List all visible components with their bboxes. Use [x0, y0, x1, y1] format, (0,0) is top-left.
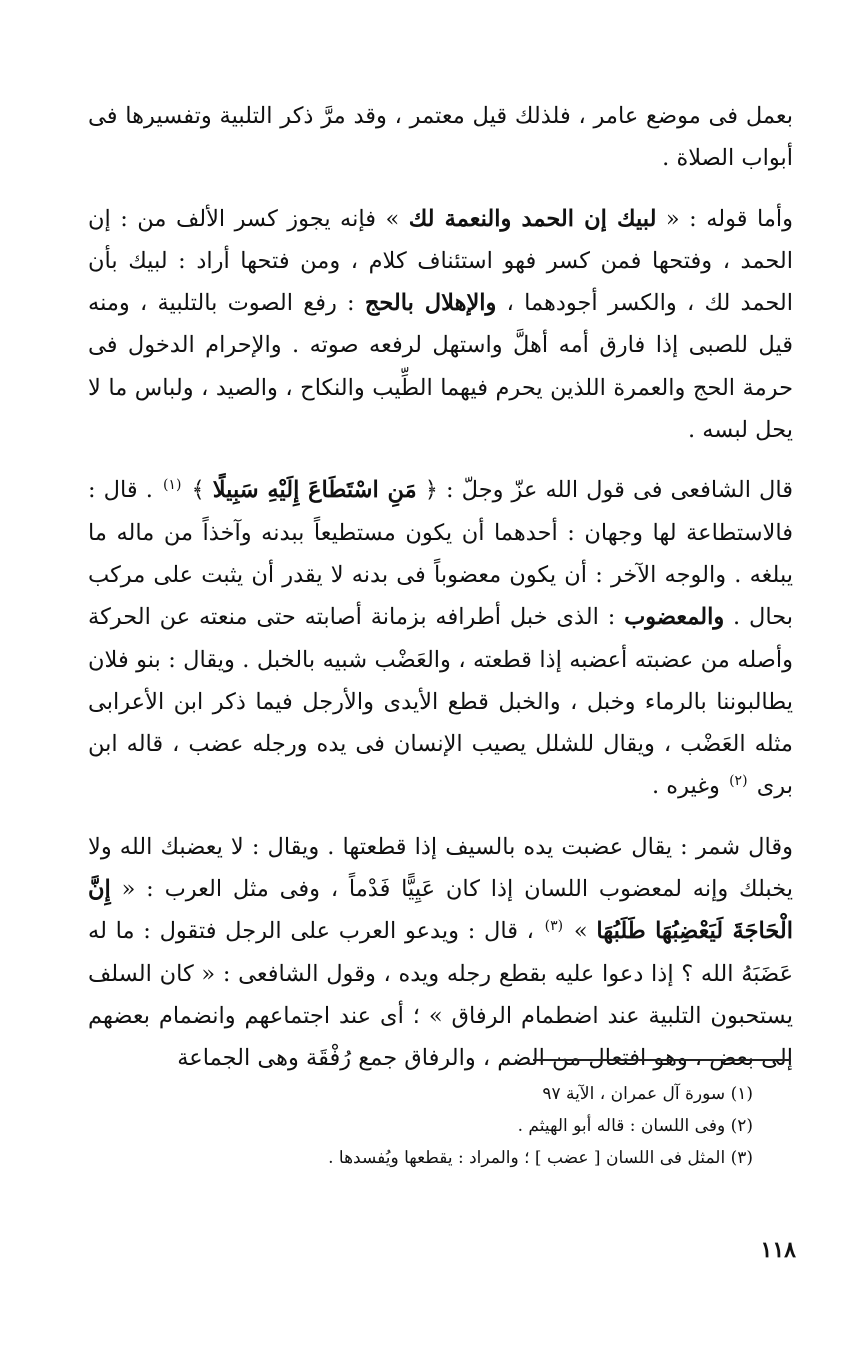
page-number: ١١٨	[760, 1237, 796, 1263]
text: »	[565, 918, 597, 945]
proverb: إِنَّ الْحَاجَةَ لَيَعْضِبُهَا طَلَبُهَا	[88, 876, 794, 945]
text: : الذى خبل أطرافه بزمانة أصابته حتى منعته عن الحركة وأصله من عضبته أعضبه إذا قطعته ، والعَضْب شبيه بالخبل . ويقال : بنو فلان يطالبوننا بالرماء وخبل ، والخبل قطع الأيدى والأرجل فيما ذكر ابن الأعرابى مثله العَضْب ، ويقال للشلل يصيب الإنسان فى يده ورجله عضب ، قاله ابن برى	[88, 604, 793, 800]
text: ﴾	[183, 477, 213, 504]
paragraph-3	[88, 469, 793, 807]
footnote-ref-1[interactable]: (١)	[162, 476, 182, 493]
footnote-3: (٣) المثل فى اللسان [ عضب ] ؛ والمراد : يقطعها ويُفسدها .	[328, 1148, 753, 1168]
paragraph-1-text: بعمل فى موضع عامر ، فلذلك قيل معتمر ، وقد مرَّ ذكر التلبية وتفسيرها فى أبواب الصلاة .	[88, 103, 793, 172]
footnote-2: (٢) وفى اللسان : قاله أبو الهيثم .	[517, 1116, 753, 1136]
text: . قال : فالاستطاعة لها وجهان : أحدهما أن يكون مستطيعاً ببدنه وآخذاً من ماله ما يبلغه . والوجه الآخر : أن يكون معضوباً فى بدنه لا يقدر أن يثبت على مركب بحال .	[88, 477, 793, 631]
footnote-divider	[533, 1059, 791, 1061]
text: ، قال : ويدعو العرب على الرجل فتقول : ما له عَضَبَهُ الله ؟ إذا دعوا عليه بقطع رجله ويده ، وقول الشافعى : « كان السلف يستحبون التلبية عند اضطمام الرفاق » ؛ أى عند اجتماعهم وانضمام بعضهم إلى بعض ، وهو افتعال من الضم ، والرفاق جمع رُفْقَة وهى الجماعة	[88, 918, 793, 1072]
text: وأما قوله : «	[656, 205, 793, 232]
paragraph-1	[88, 95, 793, 180]
text: قال الشافعى فى قول الله عزّ وجلّ : ﴿	[416, 477, 793, 504]
text: وقال شمر : يقال عضبت يده بالسيف إذا قطعتها . ويقال : لا يعضبك الله ولا يخبلك وإنه لمعضوب اللسان إذا كان عَيِيًّا فَدْماً ، وفى مثل العرب : «	[88, 833, 793, 903]
page-body	[88, 95, 793, 1080]
quran-verse: مَنِ اسْتَطَاعَ إِلَيْهِ سَبِيلًا	[212, 477, 417, 504]
quoted-phrase: لبيك إن الحمد والنعمة لك	[408, 205, 657, 232]
footnote-ref-2[interactable]: (٢)	[729, 772, 748, 789]
footnotes	[88, 1078, 753, 1174]
text: : رفع الصوت بالتلبية ، ومنه قيل للصبى إذا فارق أمه أهلَّ واستهل لرفعه صوته . والإحرام الدخول فى حرمة الحج والعمرة اللذين يحرم فيهما الطِّيب والنكاح ، والصيد ، ولباس ما لا يحل لبسه .	[88, 290, 793, 444]
paragraph-2	[88, 198, 793, 452]
term-heading: والمعضوب	[624, 604, 725, 631]
paragraph-4	[88, 826, 793, 1080]
text: » فإنه يجوز كسر الألف من : إن الحمد ، وفتحها فمن كسر فهو استئناف كلام ، ومن فتحها أراد : لبيك بأن الحمد لك ، والكسر أجودهما ،	[88, 205, 793, 317]
footnote-1: (١) سورة آل عمران ، الآية ٩٧	[542, 1084, 753, 1104]
term-heading: والإهلال بالحج	[364, 290, 497, 317]
footnote-ref-3[interactable]: (٣)	[544, 917, 564, 934]
text: وغيره .	[651, 773, 728, 800]
